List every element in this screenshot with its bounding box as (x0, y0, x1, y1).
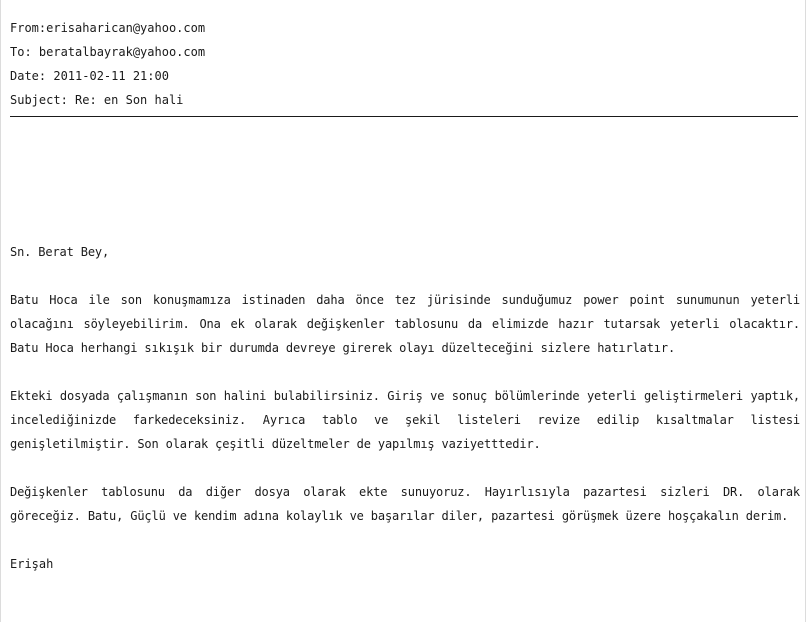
header-divider (10, 116, 798, 117)
date-line: Date: 2011-02-11 21:00 (10, 69, 169, 83)
to-line: To: beratalbayrak@yahoo.com (10, 45, 206, 59)
from-line: From:erisaharican@yahoo.com (10, 21, 206, 35)
subject-line: Subject: Re: en Son hali (10, 93, 184, 107)
email-header (10, 18, 800, 114)
paragraph-2: Ekteki dosyada çalışmanın son halini bulabilirsiniz. Giriş ve sonuç bölümlerinde yeterli geliştirmeleri yaptık, incelediğinizde farkedeceksiniz. Ayrıca tablo ve şekil listeleri revize edilip kısaltmalar listesi genişletilmiştir. Son olarak çeşitli düzeltmeler de yapılmış vaziyetttedir. (10, 389, 800, 451)
paragraph-1: Batu Hoca ile son konuşmamıza istinaden daha önce tez jürisinde sunduğumuz power point sunumunun yeterli olacağını söyleyebilirim. Ona ek olarak değişkenler tablosunu da elimizde hazır tutarsak yeterli olacaktır. Batu Hoca herhangi sıkışık bir durumda devreye girerek olayı düzelteceğini sizlere hatırlatır. (10, 293, 800, 355)
email-body (10, 240, 800, 576)
signature: Erişah (10, 557, 54, 571)
greeting: Sn. Berat Bey, (10, 245, 110, 259)
paragraph-3: Değişkenler tablosunu da diğer dosya olarak ekte sunuyoruz. Hayırlısıyla pazartesi sizleri DR. olarak göreceğiz. Batu, Güçlü ve kendim adına kolaylık ve başarılar diler, pazartesi görüşmek üzere hoşçakalın derim. (10, 485, 800, 523)
